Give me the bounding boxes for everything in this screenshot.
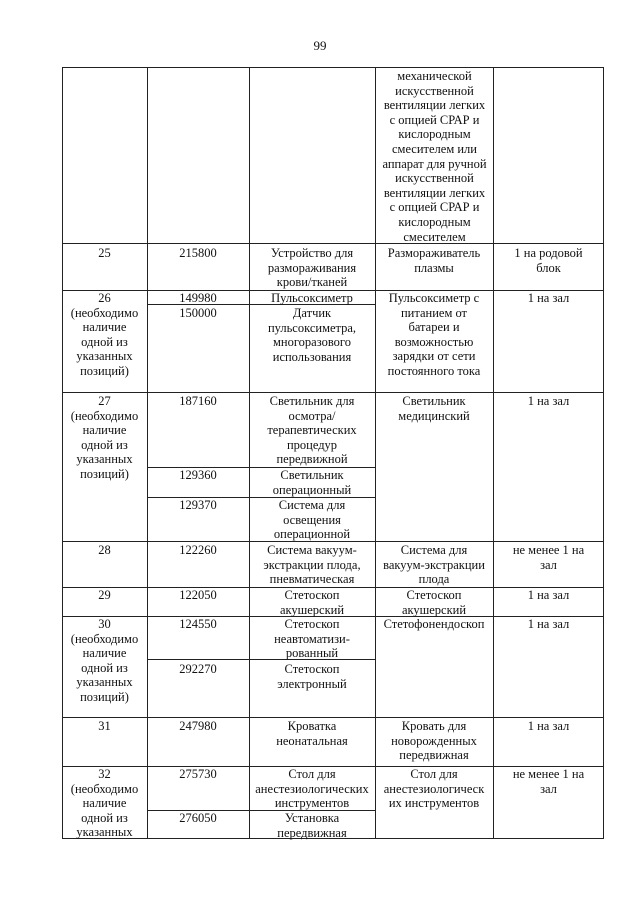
required-quantity: не менее 1 на зал <box>512 767 585 796</box>
row-number: 29 <box>98 588 111 602</box>
equipment-name: Размораживатель плазмы <box>387 246 481 275</box>
device-type-name: Стетоскоп акушерский <box>279 588 345 617</box>
required-quantity: не менее 1 на зал <box>512 543 585 572</box>
equipment-name: Стетоскоп акушерский <box>401 588 467 617</box>
required-quantity: 1 на зал <box>527 291 570 305</box>
item-code: 247980 <box>179 719 217 733</box>
row-divider <box>62 392 604 393</box>
equipment-name: Пульсоксиметр с питанием от батареи и возможностью зарядки от сети постоянного тока <box>387 291 481 378</box>
required-quantity: 1 на зал <box>527 719 570 733</box>
row-number: 32 (необходимо наличие одной из указанных <box>70 767 139 840</box>
item-code: 276050 <box>179 811 217 825</box>
device-type-name: Светильник операционный <box>272 468 352 497</box>
device-type-name: Пульсоксиметр <box>271 291 353 305</box>
required-quantity: 1 на родовой блок <box>514 246 583 275</box>
row-number: 25 <box>98 246 111 260</box>
item-code: 124550 <box>179 617 217 631</box>
device-type-name: Кроватка неонатальная <box>276 719 348 748</box>
equipment-name: Стетофонендоскоп <box>383 617 485 631</box>
page-number: 99 <box>313 38 327 53</box>
device-type-name: Система вакуум- экстракции плода, пневматическая <box>263 543 361 587</box>
item-code: 275730 <box>179 767 217 781</box>
item-code: 150000 <box>179 306 217 320</box>
row-number: 27 (необходимо наличие одной из указанных позиций) <box>70 394 139 481</box>
device-type-name: Датчик пульсоксиметра, многоразового использования <box>267 306 357 364</box>
item-code: 215800 <box>179 246 217 260</box>
row-number: 31 <box>98 719 111 733</box>
device-type-name: Стетоскоп неавтоматизи- рованный <box>274 617 350 661</box>
row-divider <box>62 717 604 718</box>
equipment-name: Светильник медицинский <box>398 394 470 423</box>
required-quantity: 1 на зал <box>527 588 570 602</box>
row-number: 28 <box>98 543 111 557</box>
item-code: 187160 <box>179 394 217 408</box>
item-code: 122050 <box>179 588 217 602</box>
device-type-name: Стетоскоп электронный <box>277 662 347 691</box>
equipment-name: Система для вакуум-экстракции плода <box>383 543 485 587</box>
row-number: 30 (необходимо наличие одной из указанных позиций) <box>70 617 139 704</box>
item-code: 149980 <box>179 291 217 305</box>
required-quantity: 1 на зал <box>527 617 570 631</box>
device-type-name: Установка передвижная <box>277 811 347 840</box>
item-code: 122260 <box>179 543 217 557</box>
equipment-name: Кровать для новорожденных передвижная <box>391 719 477 763</box>
row-divider <box>62 243 604 244</box>
item-code: 129370 <box>179 498 217 512</box>
device-type-name: Система для освещения операционной <box>273 498 351 542</box>
item-code: 292270 <box>179 662 217 676</box>
device-type-name: Стол для анестезиологических инструментов <box>255 767 369 811</box>
equipment-name: Стол для анестезиологическ их инструментов <box>383 767 485 811</box>
item-code: 129360 <box>179 468 217 482</box>
device-type-name: Устройство для размораживания крови/тканей <box>267 246 357 290</box>
required-quantity: 1 на зал <box>527 394 570 408</box>
row-number: 26 (необходимо наличие одной из указанных позиций) <box>70 291 139 378</box>
continued-item-description: механической искусственной вентиляции легких с опцией СРАР и кислородным смесителем или аппарат для ручной искусственной вентиляции легких с опцией СРАР и кислородным смесителем <box>382 69 487 244</box>
device-type-name: Светильник для осмотра/ терапевтических процедур передвижной <box>267 394 357 467</box>
